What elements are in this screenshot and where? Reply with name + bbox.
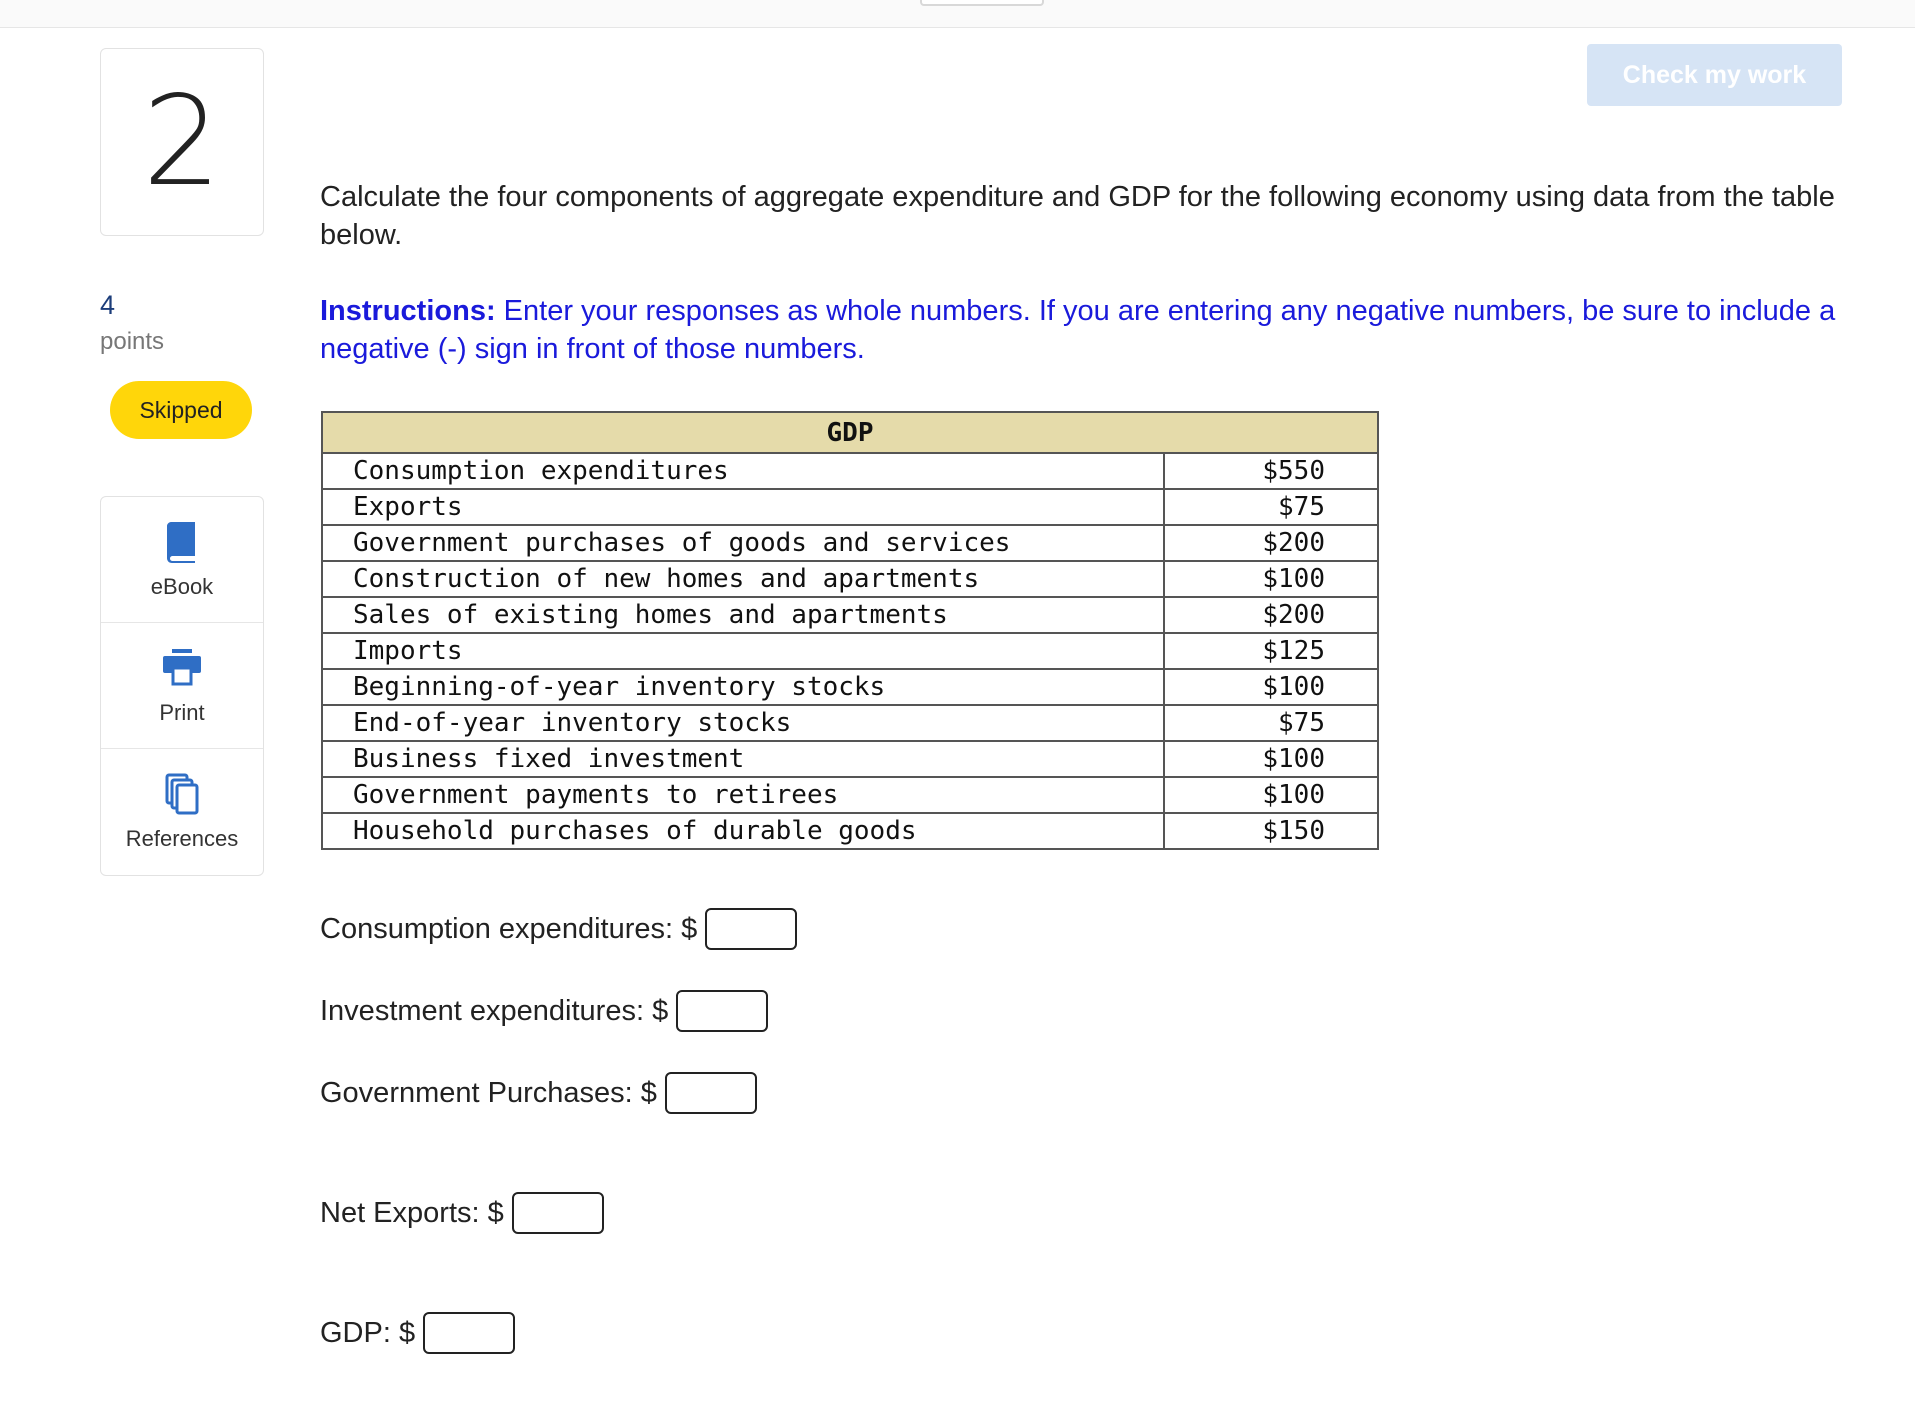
question-number: 2	[100, 48, 264, 236]
instructions-text: Enter your responses as whole numbers. If you are entering any negative numbers, be sure to include a negative (-) sign in front of those numbers.	[320, 295, 1836, 365]
row-label: Exports	[322, 489, 1164, 525]
table-row	[322, 525, 1378, 561]
government-answer-row	[320, 1072, 757, 1114]
row-value: $100	[1164, 777, 1378, 813]
row-value: $75	[1164, 489, 1378, 525]
row-value: $150	[1164, 813, 1378, 849]
instructions-label: Instructions:	[320, 295, 496, 327]
gdp-answer-row	[320, 1312, 515, 1354]
investment-answer-row	[320, 990, 768, 1032]
drag-handle[interactable]	[920, 0, 1044, 6]
table-row	[322, 453, 1378, 489]
table-row	[322, 705, 1378, 741]
instructions	[320, 292, 1880, 368]
row-value: $200	[1164, 525, 1378, 561]
consumption-answer-row	[320, 908, 797, 950]
net-exports-input[interactable]	[512, 1192, 604, 1234]
row-label: Household purchases of durable goods	[322, 813, 1164, 849]
table-row	[322, 741, 1378, 777]
row-value: $550	[1164, 453, 1378, 489]
status-badge: Skipped	[110, 381, 252, 439]
ebook-button[interactable]	[101, 497, 263, 623]
row-label: Consumption expenditures	[322, 453, 1164, 489]
book-icon	[161, 520, 203, 564]
print-button[interactable]	[101, 623, 263, 749]
points-value: 4	[100, 290, 116, 320]
check-my-work-button[interactable]: Check my work	[1587, 44, 1842, 106]
points-label: points	[100, 328, 165, 355]
row-label: End-of-year inventory stocks	[322, 705, 1164, 741]
investment-input[interactable]	[676, 990, 768, 1032]
row-label: Imports	[322, 633, 1164, 669]
top-bar	[0, 0, 1915, 28]
row-value: $100	[1164, 741, 1378, 777]
references-button[interactable]	[101, 749, 263, 874]
row-value: $200	[1164, 597, 1378, 633]
row-value: $100	[1164, 561, 1378, 597]
printer-icon	[161, 646, 203, 690]
table-title: GDP	[322, 412, 1378, 453]
consumption-input[interactable]	[705, 908, 797, 950]
ebook-label: eBook	[150, 573, 214, 599]
table-row	[322, 561, 1378, 597]
row-label: Government purchases of goods and services	[322, 525, 1164, 561]
table-row	[322, 597, 1378, 633]
row-label: Business fixed investment	[322, 741, 1164, 777]
row-value: $75	[1164, 705, 1378, 741]
net-exports-answer-row	[320, 1192, 604, 1234]
table-row	[322, 633, 1378, 669]
government-input[interactable]	[665, 1072, 757, 1114]
consumption-answer-label: Consumption expenditures: $	[320, 912, 698, 945]
table-row	[322, 813, 1378, 849]
references-label: References	[125, 825, 239, 851]
net-exports-answer-label: Net Exports: $	[320, 1196, 504, 1229]
table-row	[322, 669, 1378, 705]
row-label: Sales of existing homes and apartments	[322, 597, 1164, 633]
investment-answer-label: Investment expenditures: $	[320, 994, 669, 1027]
table-row	[322, 489, 1378, 525]
question-prompt: Calculate the four components of aggregate expenditure and GDP for the following economy using data from the table below.	[320, 181, 1835, 251]
row-label: Construction of new homes and apartments	[322, 561, 1164, 597]
row-value: $125	[1164, 633, 1378, 669]
gdp-answer-label: GDP: $	[320, 1316, 416, 1349]
gdp-table	[321, 411, 1379, 850]
row-value: $100	[1164, 669, 1378, 705]
gdp-input[interactable]	[423, 1312, 515, 1354]
table-row	[322, 777, 1378, 813]
tool-panel	[100, 496, 264, 876]
copy-icon	[161, 772, 203, 816]
print-label: Print	[159, 699, 205, 725]
row-label: Government payments to retirees	[322, 777, 1164, 813]
row-label: Beginning-of-year inventory stocks	[322, 669, 1164, 705]
government-answer-label: Government Purchases: $	[320, 1076, 657, 1109]
